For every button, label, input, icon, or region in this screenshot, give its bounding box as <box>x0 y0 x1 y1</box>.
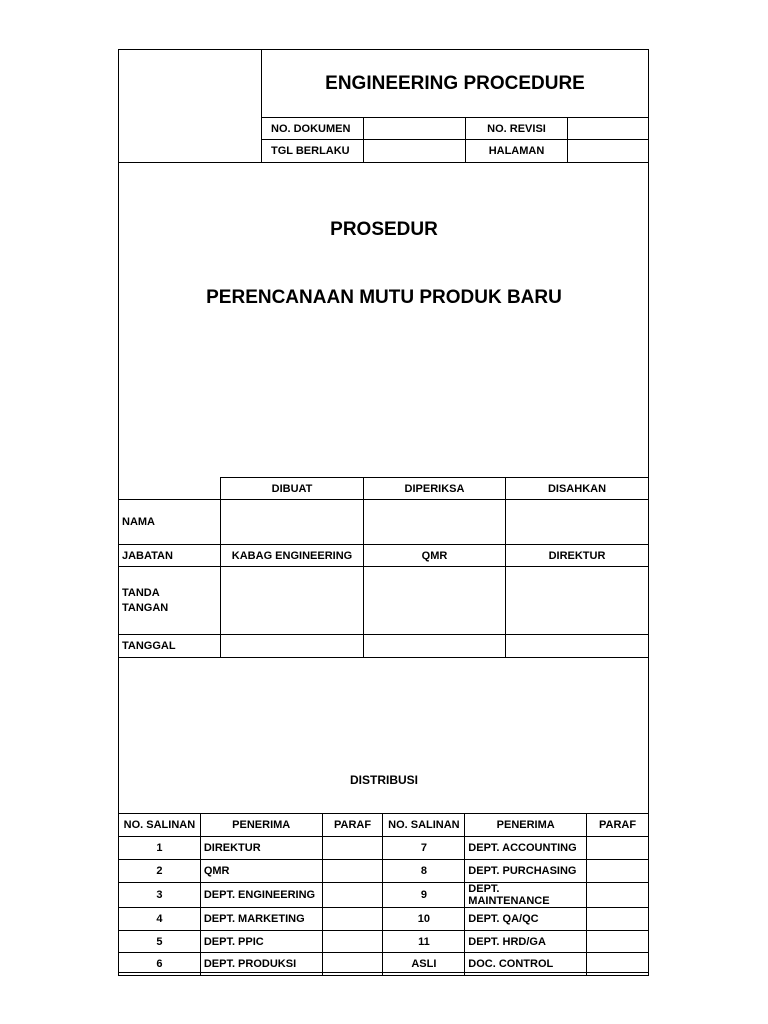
paraf <box>587 953 649 976</box>
header-penerima: PENERIMA <box>200 814 322 837</box>
jabatan-dibuat: KABAG ENGINEERING <box>231 549 353 562</box>
penerima: DIREKTUR <box>200 837 322 860</box>
no-salinan: 11 <box>383 931 465 953</box>
header-paraf: PARAF <box>322 814 383 837</box>
tgl-berlaku-value <box>364 140 465 162</box>
header-no-salinan: NO. SALINAN <box>119 814 201 837</box>
header-penerima: PENERIMA <box>465 814 587 837</box>
paraf <box>322 931 383 953</box>
row-tanggal: TANGGAL <box>122 640 176 652</box>
paraf <box>322 860 383 883</box>
penerima: DEPT. HRD/GA <box>465 931 587 953</box>
divider <box>118 657 649 658</box>
table-row <box>119 860 649 883</box>
penerima: DEPT. ENGINEERING <box>200 883 322 908</box>
jabatan-disahkan: DIREKTUR <box>548 549 606 562</box>
paraf <box>322 837 383 860</box>
paraf <box>587 908 649 931</box>
distribution-title: DISTRIBUSI <box>349 773 418 787</box>
procedure-title: PROSEDUR <box>330 219 438 240</box>
no-salinan: 9 <box>383 883 465 908</box>
no-salinan: 8 <box>383 860 465 883</box>
logo-area <box>119 50 261 162</box>
jabatan-diperiksa: QMR <box>421 549 448 562</box>
paraf <box>587 837 649 860</box>
tangan-label: TANGAN <box>122 601 169 614</box>
table-row <box>119 883 649 908</box>
halaman-label: HALAMAN <box>488 145 545 157</box>
row-jabatan: JABATAN <box>122 549 173 562</box>
penerima: DOC. CONTROL <box>465 953 587 976</box>
row-tanda-tangan <box>119 567 220 634</box>
table-row <box>119 837 649 860</box>
tgl-berlaku-label: TGL BERLAKU <box>271 145 350 157</box>
paraf <box>587 860 649 883</box>
no-dokumen-label: NO. DOKUMEN <box>271 122 351 135</box>
no-salinan: 7 <box>383 837 465 860</box>
distribution-table <box>118 813 649 976</box>
procedure-subtitle: PERENCANAAN MUTU PRODUK BARU <box>206 287 562 308</box>
penerima: DEPT. MAINTENANCE <box>465 883 587 908</box>
divider <box>220 477 221 658</box>
header-title: ENGINEERING PROCEDURE <box>325 72 585 94</box>
table-row <box>119 953 649 976</box>
paraf <box>587 883 649 908</box>
divider <box>118 162 649 163</box>
penerima: DEPT. PRODUKSI <box>200 953 322 976</box>
header-paraf: PARAF <box>587 814 649 837</box>
row-nama: NAMA <box>122 516 155 528</box>
penerima: DEPT. PURCHASING <box>465 860 587 883</box>
tanda-label: TANDA <box>122 586 160 599</box>
no-salinan: 1 <box>119 837 201 860</box>
penerima: DEPT. QA/QC <box>465 908 587 931</box>
table-row <box>119 908 649 931</box>
no-salinan: 6 <box>119 953 201 976</box>
col-disahkan: DISAHKAN <box>547 482 607 495</box>
distribution-header-row <box>119 814 649 837</box>
paraf <box>322 953 383 976</box>
penerima: DEPT. MARKETING <box>200 908 322 931</box>
no-dokumen-value <box>364 118 465 139</box>
col-diperiksa: DIPERIKSA <box>404 482 465 495</box>
no-salinan: ASLI <box>383 953 465 976</box>
no-salinan: 3 <box>119 883 201 908</box>
no-salinan: 10 <box>383 908 465 931</box>
no-revisi-value <box>568 118 648 139</box>
paraf <box>322 908 383 931</box>
paraf <box>322 883 383 908</box>
col-dibuat: DIBUAT <box>271 482 313 495</box>
halaman-value <box>568 140 648 162</box>
no-revisi-label: NO. REVISI <box>487 122 546 135</box>
no-salinan: 2 <box>119 860 201 883</box>
paraf <box>587 931 649 953</box>
no-salinan: 5 <box>119 931 201 953</box>
divider <box>505 477 506 658</box>
penerima: DEPT. PPIC <box>200 931 322 953</box>
penerima: DEPT. ACCOUNTING <box>465 837 587 860</box>
table-row <box>119 931 649 953</box>
header-no-salinan: NO. SALINAN <box>383 814 465 837</box>
penerima: QMR <box>200 860 322 883</box>
divider <box>363 477 364 658</box>
no-salinan: 4 <box>119 908 201 931</box>
